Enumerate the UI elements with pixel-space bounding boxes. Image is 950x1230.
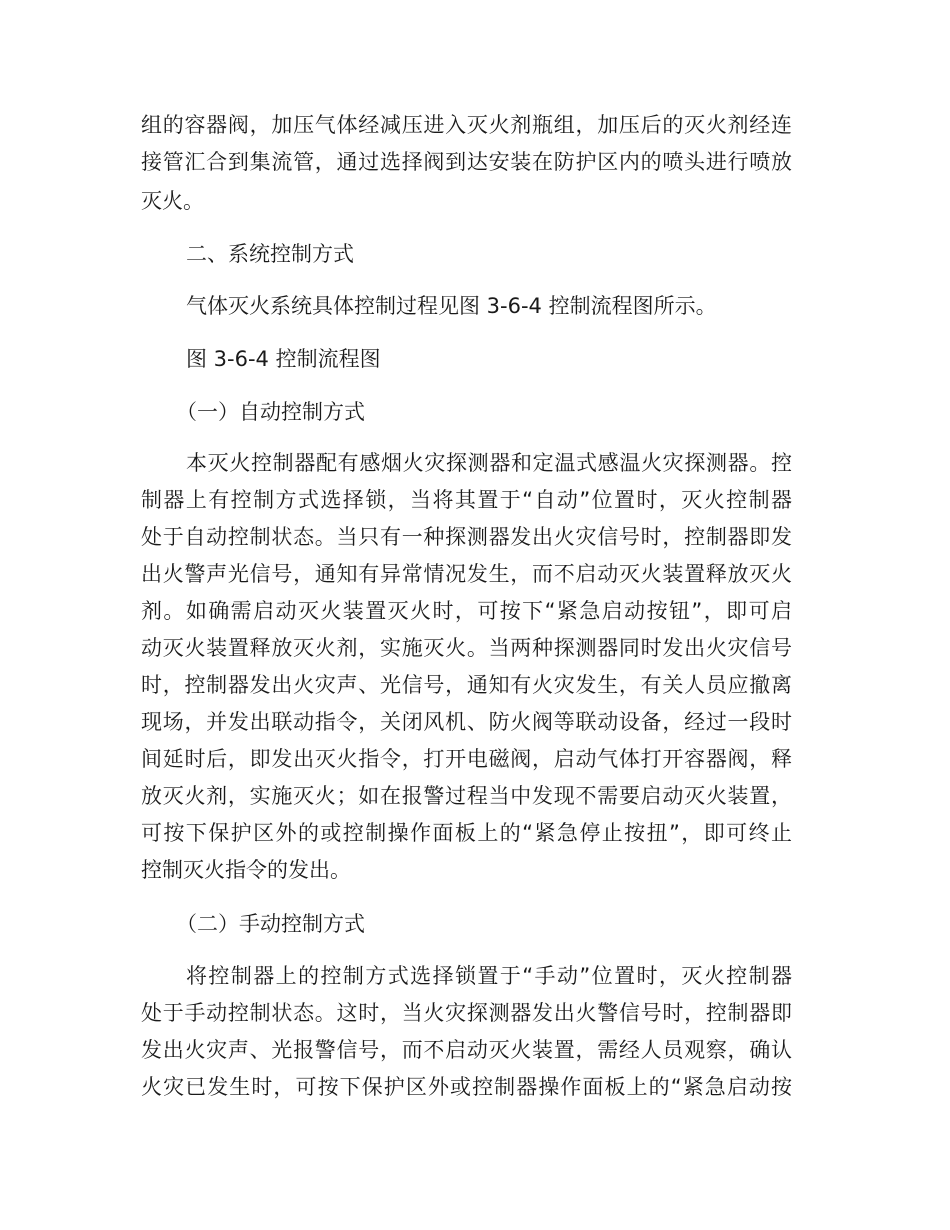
paragraph-line: 接管汇合到集流管，通过选择阀到达安装在防护区内的喷头进行喷放 xyxy=(141,150,792,174)
subsection-heading-manual: （二）手动控制方式 xyxy=(176,912,365,936)
figure-caption: 图 3-6-4 控制流程图 xyxy=(186,347,381,371)
paragraph-line: 火灾已发生时，可按下保护区外或控制器操作面板上的“紧急启动按 xyxy=(141,1075,792,1099)
paragraph-line: 处于手动控制状态。这时，当火灾探测器发出火警信号时，控制器即 xyxy=(141,1001,792,1025)
paragraph-line: 将控制器上的控制方式选择锁置于“手动”位置时，灭火控制器 xyxy=(186,964,792,988)
paragraph-line: 可按下保护区外的或控制操作面板上的“紧急停止按扭”，即可终止 xyxy=(141,821,792,845)
paragraph-line: 发出火灾声、光报警信号，而不启动灭火装置，需经人员观察，确认 xyxy=(141,1038,792,1062)
paragraph-line: 放灭火剂，实施灭火；如在报警过程当中发现不需要启动灭火装置， xyxy=(141,784,792,808)
paragraph-line: 间延时后，即发出灭火指令，打开电磁阀，启动气体打开容器阀，释 xyxy=(141,747,792,771)
paragraph-line: 处于自动控制状态。当只有一种探测器发出火灾信号时，控制器即发 xyxy=(141,525,792,549)
paragraph-line: 动灭火装置释放灭火剂，实施灭火。当两种探测器同时发出火灾信号 xyxy=(141,636,792,660)
paragraph-line: 时，控制器发出火灾声、光信号，通知有火灾发生，有关人员应撤离 xyxy=(141,673,792,697)
paragraph-line: 出火警声光信号，通知有异常情况发生，而不启动灭火装置释放灭火 xyxy=(141,562,792,586)
paragraph-line: 制器上有控制方式选择锁，当将其置于“自动”位置时，灭火控制器 xyxy=(141,488,792,512)
paragraph-line: 控制灭火指令的发出。 xyxy=(141,858,351,882)
paragraph-line: 组的容器阀，加压气体经减压进入灭火剂瓶组，加压后的灭火剂经连 xyxy=(141,113,792,137)
paragraph-line: 现场，并发出联动指令，关闭风机、防火阀等联动设备，经过一段时 xyxy=(141,710,792,734)
paragraph-line: 本灭火控制器配有感烟火灾探测器和定温式感温火灾探测器。控 xyxy=(186,451,792,475)
control-intro-text: 气体灭火系统具体控制过程见图 3-6-4 控制流程图所示。 xyxy=(186,294,717,318)
paragraph-line: 剂。如确需启动灭火装置灭火时，可按下“紧急启动按钮”，即可启 xyxy=(141,599,792,623)
paragraph-line: 灭火。 xyxy=(141,189,204,213)
subsection-heading-auto: （一）自动控制方式 xyxy=(176,400,365,424)
section-heading: 二、系统控制方式 xyxy=(186,242,354,266)
